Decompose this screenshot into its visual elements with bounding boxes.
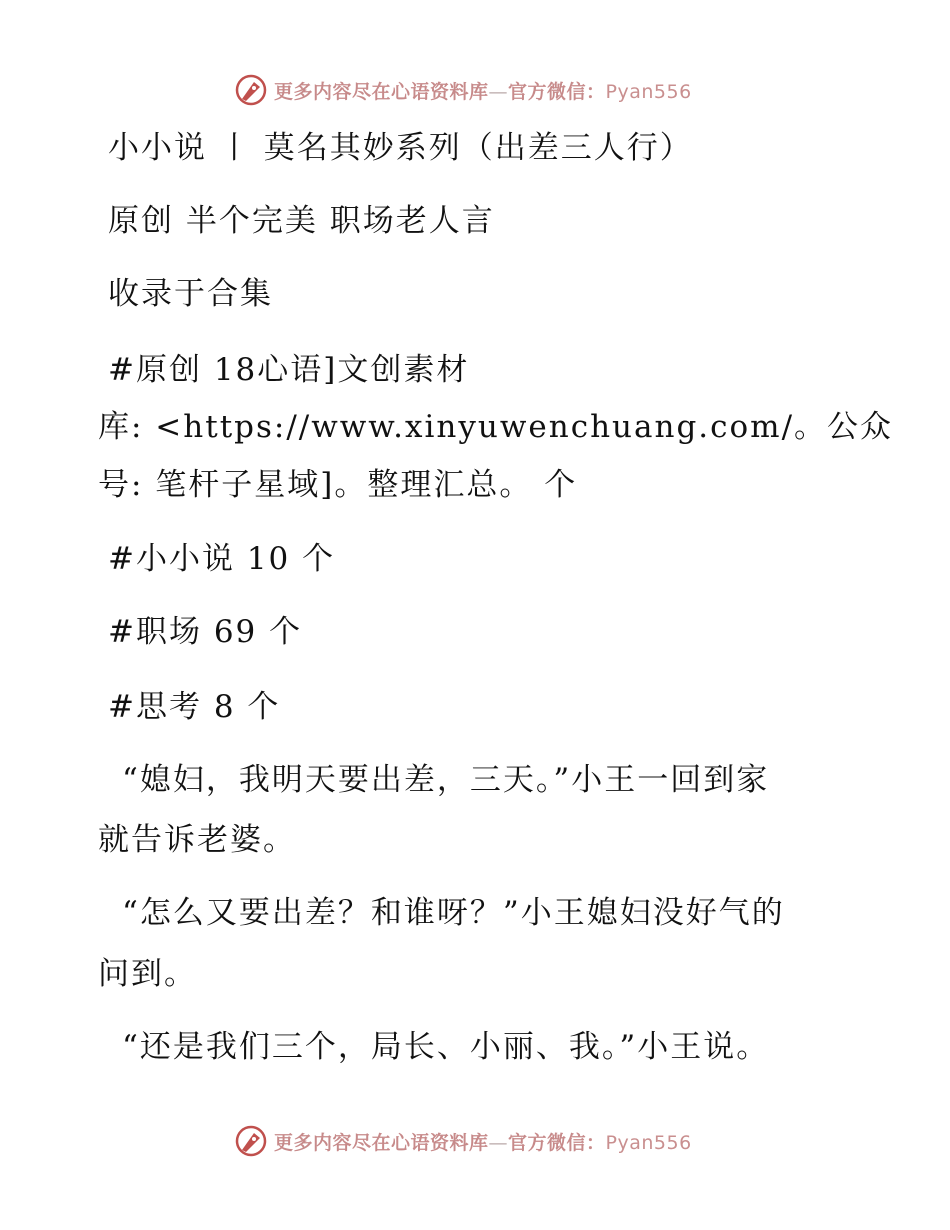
- footer-watermark: [234, 1123, 692, 1159]
- watermark-text: 更多内容尽在心语资料库—官方微信：Pyan556: [274, 1131, 692, 1154]
- pen-nib-circle-icon: [234, 73, 268, 107]
- tag-original: #原创 18心语]文创素材: [108, 352, 470, 388]
- paragraph-3-line-1: “还是我们三个，局长、小丽、我。”小王说。: [122, 1029, 770, 1065]
- collection-label: 收录于合集: [108, 276, 273, 312]
- wechat-id: Pyan556: [605, 1131, 692, 1154]
- paragraph-1-line-2: 就告诉老婆。: [98, 822, 296, 858]
- article-byline: 原创 半个完美 职场老人言: [108, 203, 495, 239]
- paragraph-2-line-1: “怎么又要出差？和谁呀？”小王媳妇没好气的: [122, 895, 785, 931]
- wechat-id: Pyan556: [605, 80, 692, 103]
- tag-thinking: #思考 8 个: [108, 689, 281, 725]
- article-title: 小小说 丨 莫名其妙系列（出差三人行）: [108, 130, 693, 166]
- paragraph-2-line-2: 问到。: [98, 956, 197, 992]
- tag-workplace: #职场 69 个: [108, 614, 303, 650]
- tag-story: #小小说 10 个: [108, 541, 336, 577]
- header-watermark: [234, 72, 692, 108]
- source-line-2: 号: 笔杆子星域]。整理汇总。 个: [98, 467, 578, 503]
- source-line: 库: <https://www.xinyuwenchuang.com/。公众: [98, 409, 894, 445]
- paragraph-1-line-1: “媳妇，我明天要出差，三天。”小王一回到家: [122, 762, 770, 798]
- pen-nib-circle-icon: [234, 1124, 268, 1158]
- watermark-text: 更多内容尽在心语资料库—官方微信：Pyan556: [274, 80, 692, 103]
